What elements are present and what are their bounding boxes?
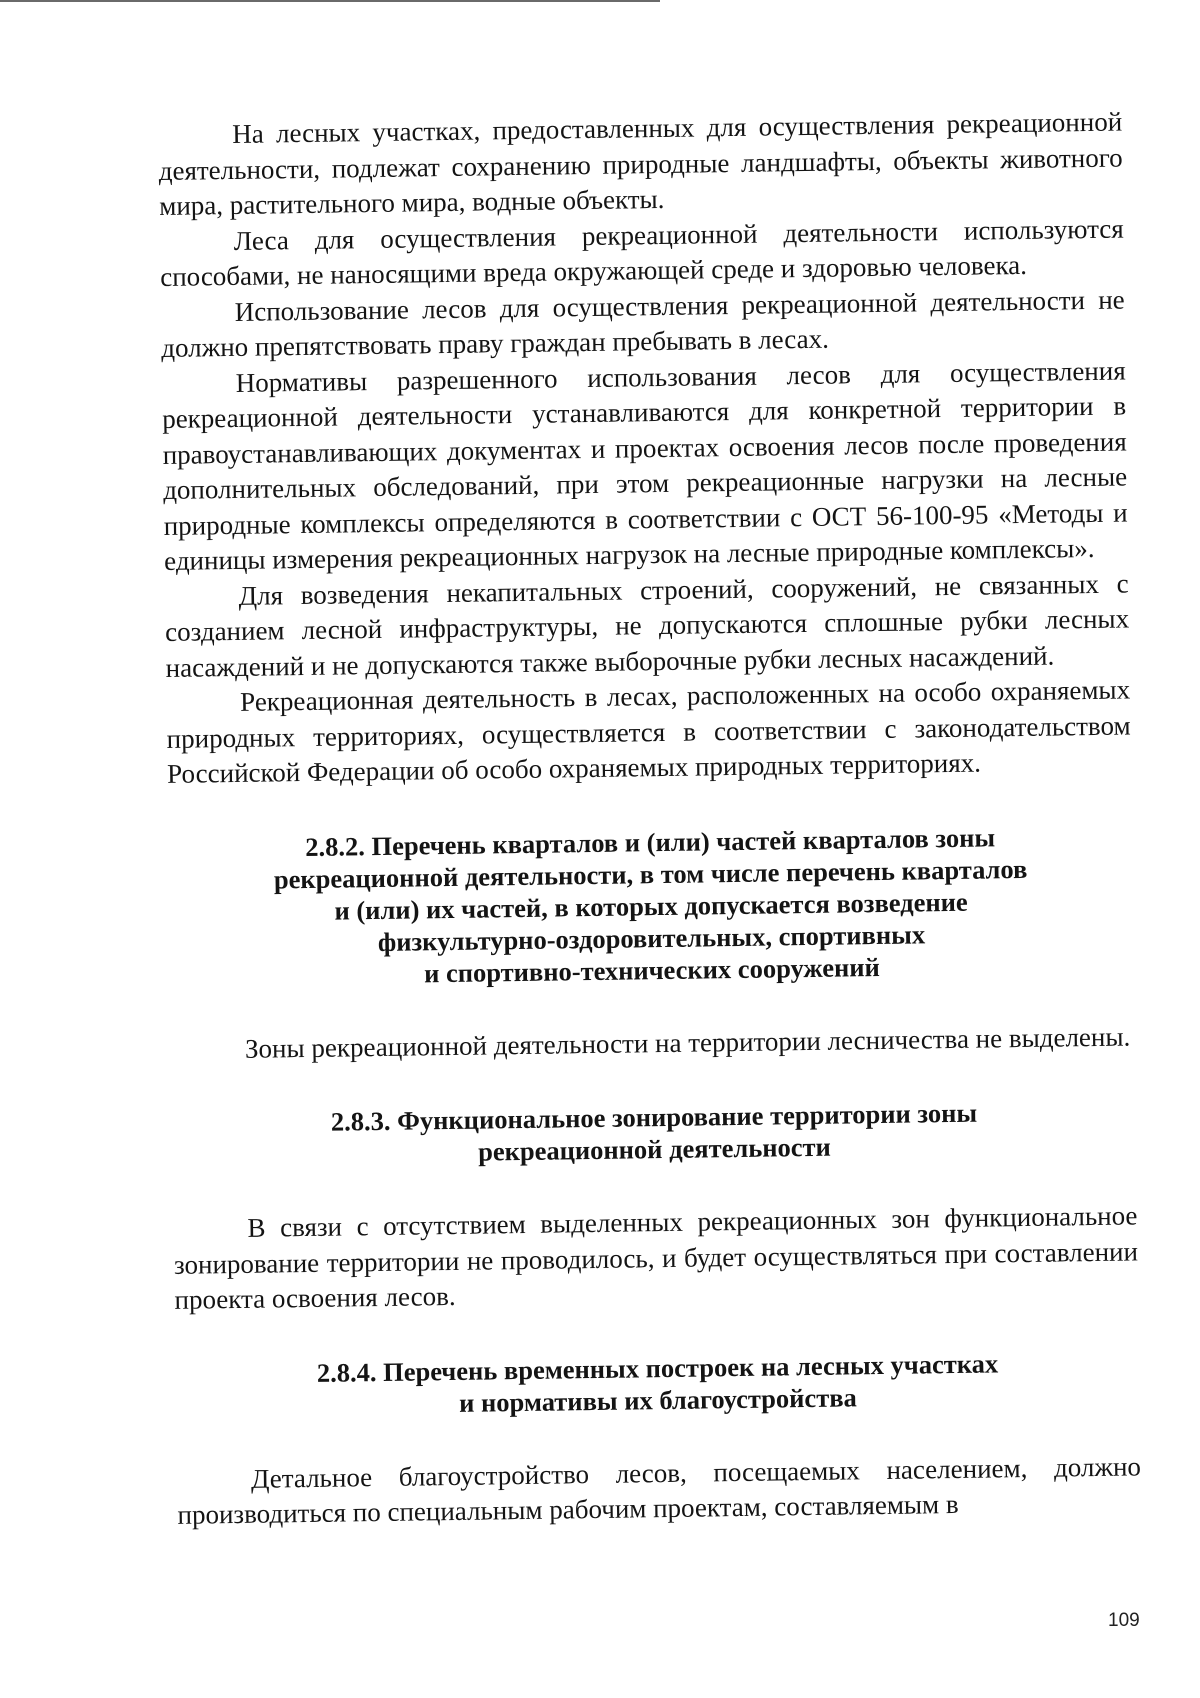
section-heading-2-8-4	[175, 1345, 1140, 1422]
body-paragraph: На лесных участках, предоставленных для осуществления рекреационной деятельности, подлежат сохранению природные ландшафты, объекты животного мира, растительного мира, водные объекты.	[158, 106, 1123, 221]
heading-line: и (или) их частей, в которых допускается возведение	[334, 886, 968, 926]
page-number: 109	[1108, 1610, 1140, 1631]
body-paragraph: Леса для осуществления рекреационной деятельности используются способами, не наносящими вреда окружающей среде и здоровью человека.	[160, 213, 1124, 292]
section-2-8-4-paragraph: Детальное благоустройство лесов, посещаемых населением, должно производиться по специальным рабочим проектам, составляемым в	[177, 1450, 1142, 1530]
section-heading-2-8-2	[168, 819, 1134, 992]
body-paragraph: Рекреационная деятельность в лесах, расположенных на особо охраняемых природных территориях, осуществляется в соответствии с законодательством Российской Федерации об особо охраняемых природных территориях.	[166, 674, 1131, 789]
heading-line: 2.8.2. Перечень кварталов и (или) частей кварталов зоны	[305, 821, 996, 862]
heading-line: рекреационной деятельности	[477, 1131, 831, 1167]
body-paragraph: Использование лесов для осуществления рекреационной деятельности не должно препятствовать праву граждан пребывать в лесах.	[161, 284, 1125, 363]
heading-line: и спортивно-технических сооружений	[423, 951, 880, 988]
section-heading-2-8-3	[172, 1094, 1137, 1171]
heading-line: 2.8.3. Функциональное зонирование территории зоны	[330, 1097, 978, 1137]
scan-edge-line	[0, 0, 660, 2]
document-page	[158, 105, 1142, 1534]
body-paragraph: Нормативы разрешенного использования лесов для осуществления рекреационной деятельности устанавливаются для конкретной территории в правоустанавливающих документах и проектах освоения лесов после проведения дополнительных обследований, при этом рекреационные нагрузки на лесные природные комплексы определяются в соответствии с ОСТ 56-100-95 «Методы и единицы измерения рекреационных нагрузок на лесные природные комплексы».	[161, 355, 1128, 576]
heading-line: физкультурно-оздоровительных, спортивных	[377, 918, 926, 957]
section-2-8-2-paragraph: Зоны рекреационной деятельности на территории лесничества не выделены.	[244, 1021, 1131, 1064]
body-paragraph: Для возведения некапитальных строений, сооружений, не связанных с созданием лесной инфраструктуры, не допускаются сплошные рубки лесных насаждений и не допускаются также выборочные рубки лесных насаждений.	[164, 567, 1130, 683]
section-2-8-3-paragraph: В связи с отсутствием выделенных рекреационных зон функциональное зонирование территории не проводилось, и будет осуществляться при составлении проекта освоения лесов.	[173, 1200, 1139, 1315]
heading-line: рекреационной деятельности, в том числе перечень кварталов	[273, 853, 1028, 894]
heading-line: 2.8.4. Перечень временных построек на лесных участках	[316, 1347, 999, 1388]
heading-line: и нормативы их благоустройства	[458, 1381, 857, 1418]
